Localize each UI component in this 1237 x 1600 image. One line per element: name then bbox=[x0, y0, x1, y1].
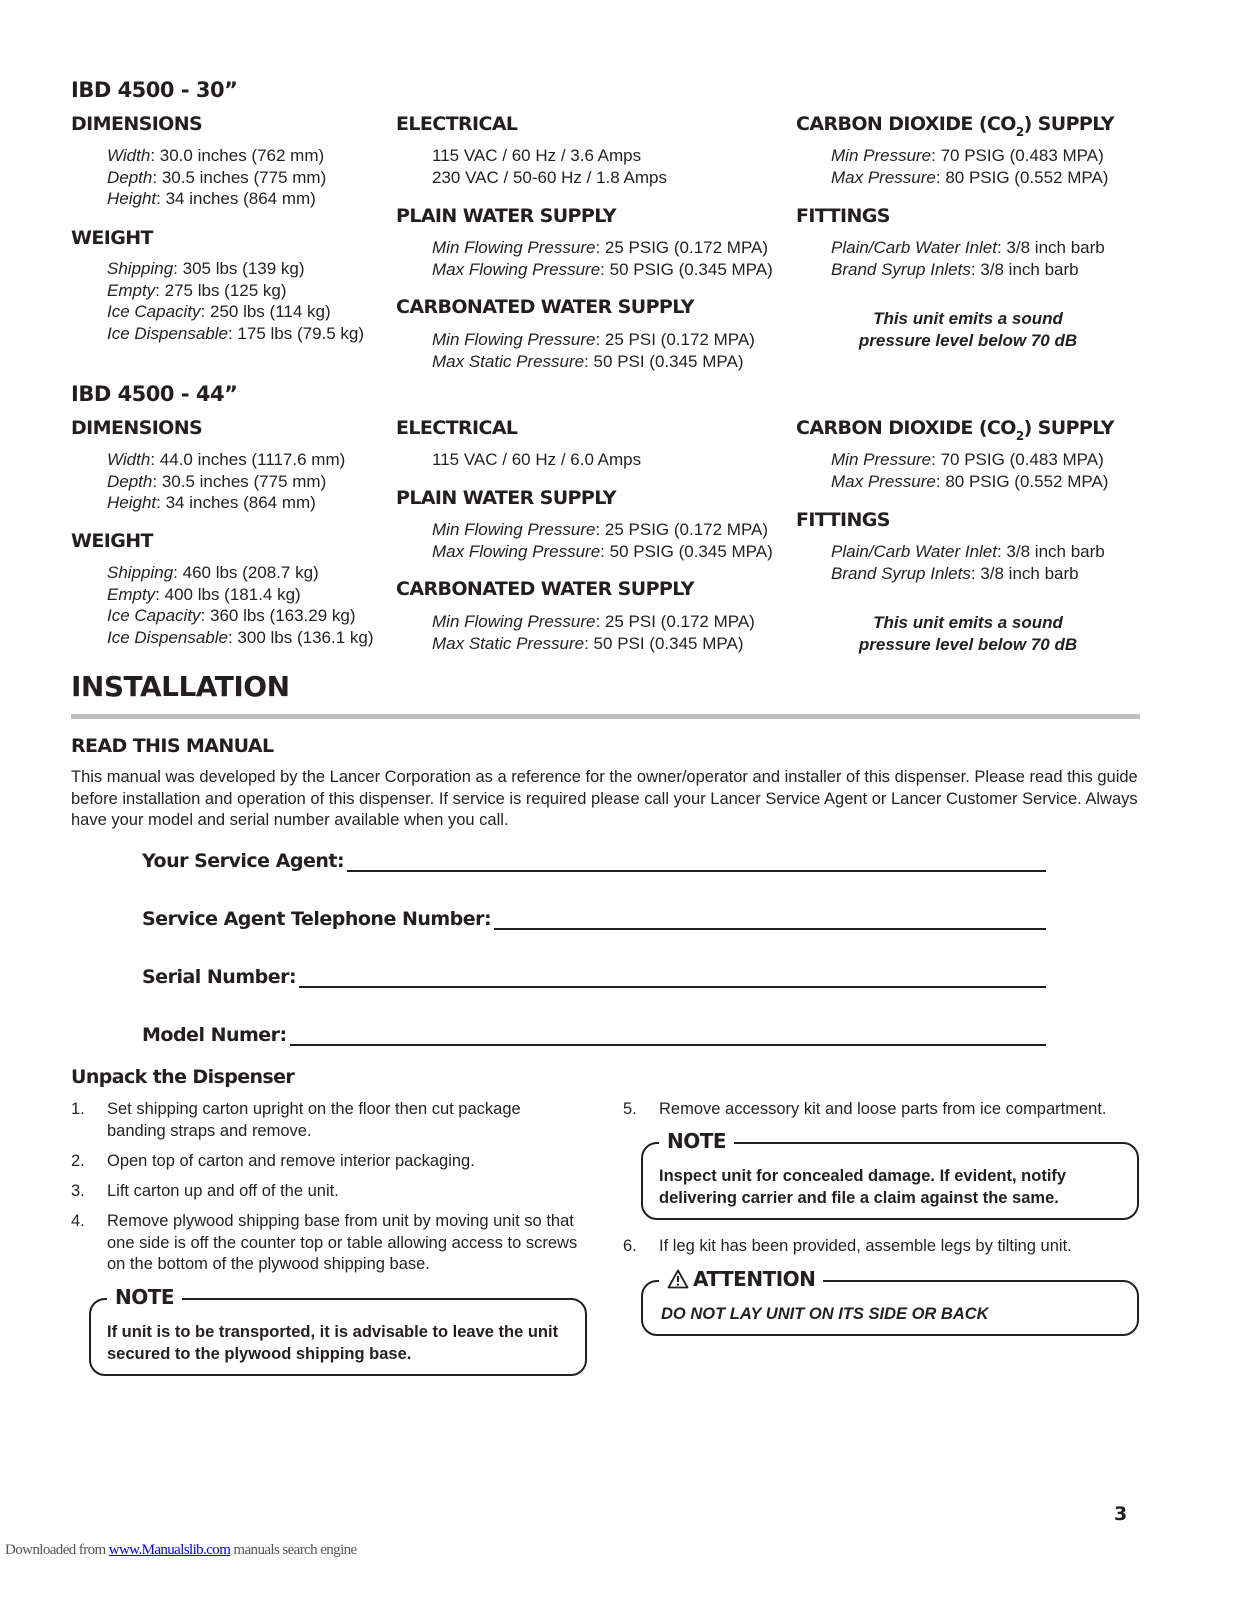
co2-heading: CARBON DIOXIDE $(CO_2)$ SUPPLY bbox=[796, 417, 1114, 443]
carbonated-water-list bbox=[432, 329, 755, 372]
note-box bbox=[641, 1129, 1139, 1220]
spec-line: Width: 44.0 inches (1117.6 mm) bbox=[107, 450, 346, 469]
dimensions-list bbox=[107, 145, 326, 210]
sound-notice: This unit emits a sound pressure level below 70 dB bbox=[858, 613, 1078, 654]
list-item: 4. Remove plywood shipping base from unit by moving unit so that one side is off the counter top or table allowing access to screws on the bottom of the plywood shipping base. bbox=[71, 1212, 578, 1273]
model-30-title: IBD 4500 - 30” bbox=[71, 78, 238, 102]
spec-line: Empty: 400 lbs (181.4 kg) bbox=[107, 584, 301, 604]
plain-water-heading: PLAIN WATER SUPPLY bbox=[396, 487, 616, 509]
spec-line: Shipping: 460 lbs (208.7 kg) bbox=[107, 563, 319, 582]
attention-text: DO NOT LAY UNIT ON ITS SIDE OR BACK bbox=[661, 1305, 989, 1323]
spec-line: Min Pressure: 70 PSIG (0.483 MPA) bbox=[831, 450, 1104, 469]
spec-line: Min Flowing Pressure: 25 PSIG (0.172 MPA) bbox=[432, 520, 769, 539]
weight-heading: WEIGHT bbox=[71, 227, 153, 249]
dimensions-heading: DIMENSIONS bbox=[71, 417, 203, 439]
spec-line: 115 VAC / 60 Hz / 6.0 Amps bbox=[432, 450, 642, 469]
co2-heading: CARBON DIOXIDE $(CO_2)$ SUPPLY bbox=[796, 113, 1114, 139]
fill-in-line[interactable] bbox=[290, 1026, 1046, 1046]
list-item: 5. Remove accessory kit and loose parts from ice compartment. bbox=[623, 1100, 1107, 1118]
spec-line: Min Flowing Pressure: 25 PSI (0.172 MPA) bbox=[432, 612, 755, 631]
fittings-list bbox=[831, 237, 1105, 280]
plain-water-list bbox=[432, 519, 773, 562]
spec-line: Height: 34 inches (864 mm) bbox=[107, 493, 316, 512]
field-label: Service Agent Telephone Number: bbox=[142, 908, 492, 930]
list-item: 2. Open top of carton and remove interior packaging. bbox=[71, 1152, 475, 1170]
field-label: Serial Number: bbox=[142, 966, 297, 988]
fittings-heading: FITTINGS bbox=[796, 205, 890, 227]
fittings-heading: FITTINGS bbox=[796, 509, 890, 531]
spec-line: Max Pressure: 80 PSIG (0.552 MPA) bbox=[831, 471, 1109, 491]
co2-list bbox=[831, 449, 1108, 492]
spec-line: Depth: 30.5 inches (775 mm) bbox=[107, 167, 327, 187]
note-text: If unit is to be transported, it is advisable to leave the unit secured to the plywood shipping base. bbox=[107, 1323, 559, 1363]
section-divider bbox=[71, 714, 1140, 719]
spec-line: Shipping: 305 lbs (139 kg) bbox=[107, 259, 305, 278]
weight-list bbox=[107, 562, 374, 648]
spec-line: 230 VAC / 50-60 Hz / 1.8 Amps bbox=[432, 167, 667, 187]
spec-line: Plain/Carb Water Inlet: 3/8 inch barb bbox=[831, 238, 1105, 257]
spec-line: Max Static Pressure: 50 PSI (0.345 MPA) bbox=[432, 633, 744, 653]
fittings-list bbox=[831, 541, 1105, 584]
page-number: 3 bbox=[1114, 1503, 1128, 1525]
spec-line: Max Flowing Pressure: 50 PSIG (0.345 MPA) bbox=[432, 259, 773, 279]
spec-line: Brand Syrup Inlets: 3/8 inch barb bbox=[831, 259, 1079, 279]
service-agent-field[interactable] bbox=[142, 850, 1046, 872]
spec-line: Plain/Carb Water Inlet: 3/8 inch barb bbox=[831, 542, 1105, 561]
spec-line: Empty: 275 lbs (125 kg) bbox=[107, 280, 287, 300]
fill-in-line[interactable] bbox=[299, 968, 1046, 988]
plain-water-heading: PLAIN WATER SUPPLY bbox=[396, 205, 616, 227]
installation-heading: INSTALLATION bbox=[71, 670, 290, 703]
download-footer: Downloaded from www.Manualslib.com manuals search engine bbox=[5, 1542, 357, 1558]
read-manual-heading: READ THIS MANUAL bbox=[71, 735, 274, 757]
warning-icon bbox=[667, 1269, 689, 1289]
note-label: NOTE bbox=[659, 1129, 734, 1153]
spec-line: 115 VAC / 60 Hz / 3.6 Amps bbox=[432, 146, 642, 165]
list-item: 6. If leg kit has been provided, assemble legs by tilting unit. bbox=[623, 1237, 1072, 1255]
spec-line: Width: 30.0 inches (762 mm) bbox=[107, 146, 325, 165]
weight-heading: WEIGHT bbox=[71, 530, 153, 552]
carbonated-water-heading: CARBONATED WATER SUPPLY bbox=[396, 296, 694, 318]
attention-box bbox=[641, 1267, 1139, 1336]
model-number-field[interactable] bbox=[142, 1024, 1046, 1046]
co2-list bbox=[831, 145, 1108, 188]
spec-line: Height: 34 inches (864 mm) bbox=[107, 189, 316, 208]
model-44-title: IBD 4500 - 44” bbox=[71, 382, 238, 406]
spec-line: Min Flowing Pressure: 25 PSI (0.172 MPA) bbox=[432, 330, 755, 349]
spec-line: Max Flowing Pressure: 50 PSIG (0.345 MPA) bbox=[432, 541, 773, 561]
manualslib-link[interactable]: www.Manualslib.com bbox=[108, 1542, 231, 1558]
field-label: Model Numer: bbox=[142, 1024, 287, 1046]
attention-label: ATTENTION bbox=[659, 1267, 823, 1291]
spec-line: Ice Dispensable: 175 lbs (79.5 kg) bbox=[107, 323, 365, 343]
spec-line: Max Pressure: 80 PSIG (0.552 MPA) bbox=[831, 167, 1109, 187]
serial-number-field[interactable] bbox=[142, 966, 1046, 988]
note-label: NOTE bbox=[107, 1285, 182, 1309]
agent-telephone-field[interactable] bbox=[142, 908, 1046, 930]
electrical-list bbox=[432, 449, 641, 471]
fill-in-line[interactable] bbox=[347, 852, 1046, 872]
spec-line: Brand Syrup Inlets: 3/8 inch barb bbox=[831, 563, 1079, 583]
spec-line: Min Flowing Pressure: 25 PSIG (0.172 MPA) bbox=[432, 238, 769, 257]
electrical-list bbox=[432, 145, 667, 188]
note-text: Inspect unit for concealed damage. If evident, notify delivering carrier and file a claim against the same. bbox=[659, 1167, 1067, 1207]
carbonated-water-heading: CARBONATED WATER SUPPLY bbox=[396, 578, 694, 600]
note-box bbox=[89, 1285, 587, 1376]
spec-line: Ice Dispensable: 300 lbs (136.1 kg) bbox=[107, 627, 374, 647]
list-item: 1. Set shipping carton upright on the floor then cut package banding straps and remove. bbox=[71, 1100, 521, 1140]
read-manual-paragraph: This manual was developed by the Lancer Corporation as a reference for the owner/operator and installer of this dispenser. Please read this guide before installation and operation of this dispenser. If service is required please call your Lancer Service Agent or Lancer Customer Service. Always have your model and serial number available when you call. bbox=[71, 768, 1138, 829]
dimensions-list bbox=[107, 449, 345, 514]
dimensions-heading: DIMENSIONS bbox=[71, 113, 203, 135]
spec-line: Depth: 30.5 inches (775 mm) bbox=[107, 471, 327, 491]
spec-line: Ice Capacity: 360 lbs (163.29 kg) bbox=[107, 606, 356, 625]
spec-line: Max Static Pressure: 50 PSI (0.345 MPA) bbox=[432, 351, 744, 371]
plain-water-list bbox=[432, 237, 773, 280]
sound-notice: This unit emits a sound pressure level below 70 dB bbox=[858, 309, 1078, 350]
electrical-heading: ELECTRICAL bbox=[396, 417, 518, 439]
list-item: 3. Lift carton up and off of the unit. bbox=[71, 1182, 339, 1200]
unpack-heading: Unpack the Dispenser bbox=[71, 1066, 295, 1088]
fill-in-line[interactable] bbox=[494, 910, 1046, 930]
field-label: Your Service Agent: bbox=[142, 850, 345, 872]
spec-line: Min Pressure: 70 PSIG (0.483 MPA) bbox=[831, 146, 1104, 165]
weight-list bbox=[107, 258, 364, 344]
spec-line: Ice Capacity: 250 lbs (114 kg) bbox=[107, 302, 331, 321]
electrical-heading: ELECTRICAL bbox=[396, 113, 518, 135]
carbonated-water-list bbox=[432, 611, 755, 654]
